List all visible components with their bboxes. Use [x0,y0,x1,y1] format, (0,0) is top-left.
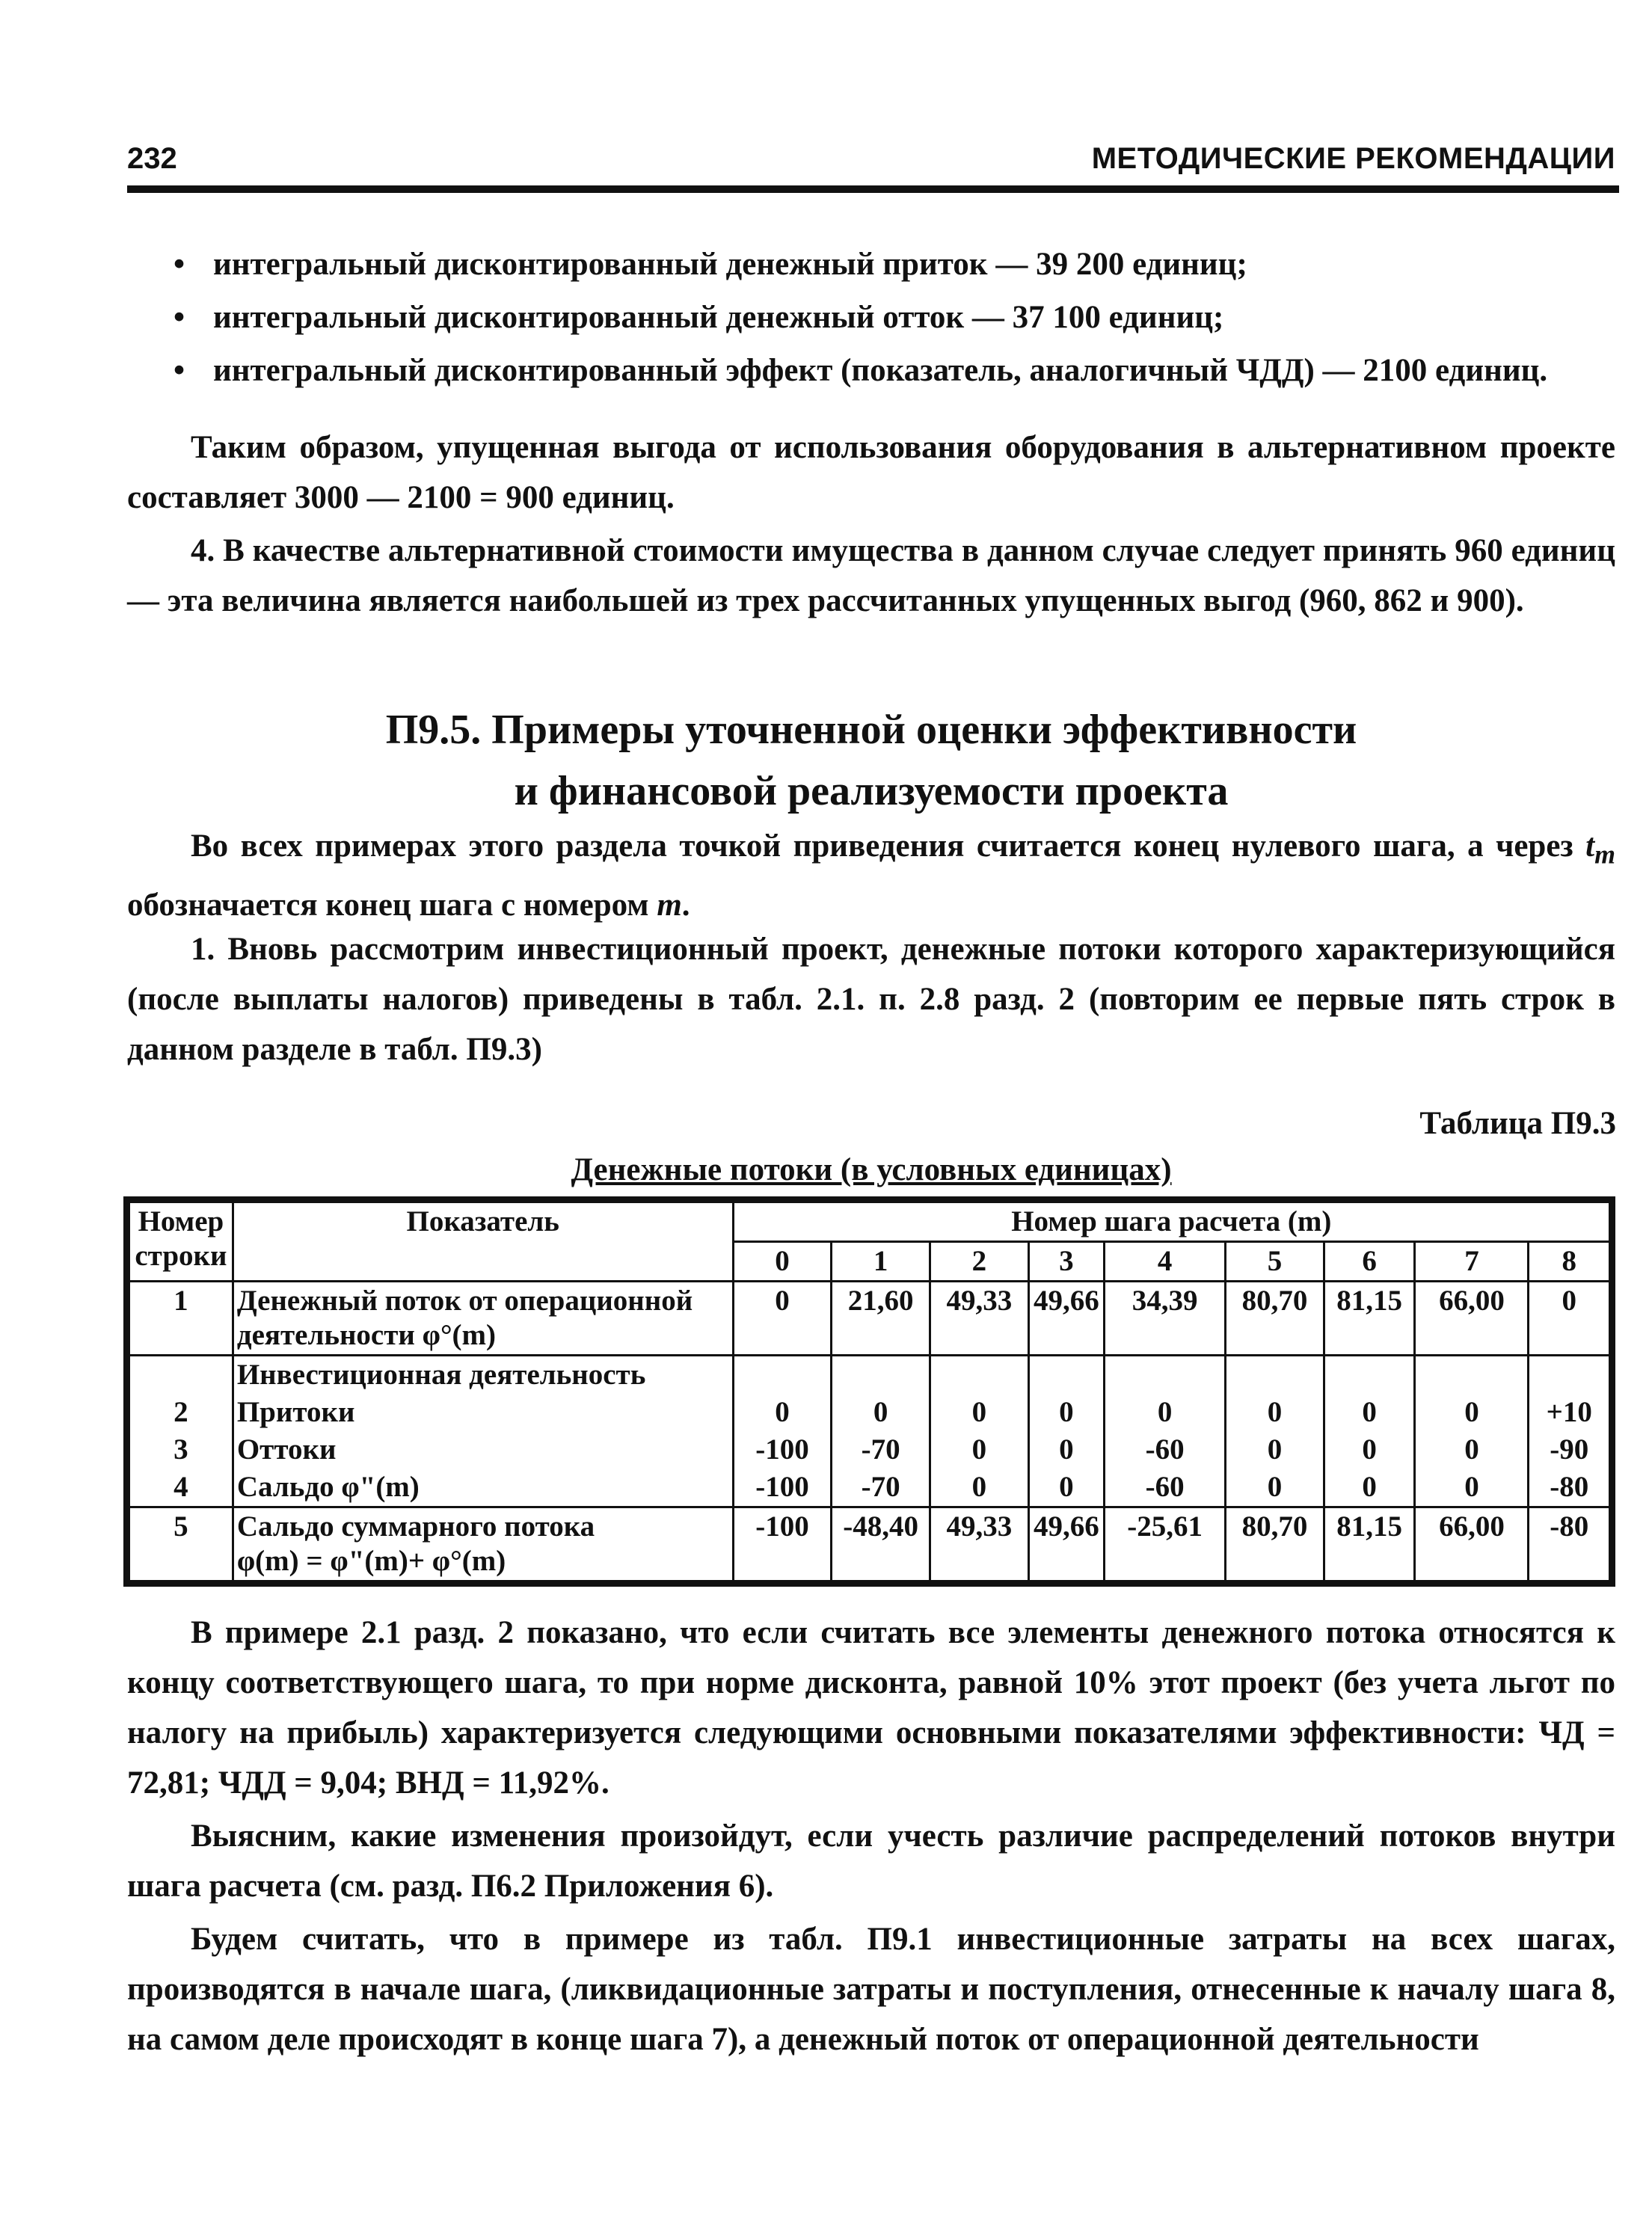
step-header: 0 [733,1242,832,1282]
table-row [127,1282,1612,1356]
row-label: Сальдо φ"(m) [233,1469,733,1507]
table-caption: Денежные потоки (в условных единицах) [571,1152,1172,1187]
paragraph: В примере 2.1 разд. 2 показано, что если считать все элементы денежного потока относятся к концу соответствующего шага, то при норме дисконта, равной 10% этот проект (без учета льгот по налогу на прибыль) характеризуется следующими основными показателями эффективности: ЧД = 72,81; ЧДД = 9,04; ВНД = 11,92%. [127,1615,1615,1801]
step-header: 2 [930,1242,1029,1282]
step-header: 5 [1226,1242,1324,1282]
row-number: 4 [127,1469,233,1507]
table-cell: 0 [1324,1431,1415,1469]
row-label: Притоки [233,1394,733,1431]
step-header: 6 [1324,1242,1415,1282]
step-header: 1 [832,1242,930,1282]
table-cell: 0 [1529,1282,1612,1356]
table-cell: -70 [832,1469,930,1507]
bullet-icon: • [174,247,185,282]
paragraph: Выясним, какие изменения произойдут, если учесть различие распределений потоков внутри шага расчета (см. разд. П6.2 Приложения 6). [127,1819,1615,1904]
table-cell: 0 [1105,1394,1226,1431]
table-cell: 80,70 [1226,1282,1324,1356]
bullet-item: • интегральный дисконтированный денежный приток — 39 200 единиц; [127,239,1615,289]
table-cell: 0 [930,1469,1029,1507]
table-row [127,1507,1612,1584]
column-header: Показатель [233,1200,733,1282]
table-cell: 49,33 [930,1507,1029,1584]
row-label: Оттоки [233,1431,733,1469]
table-cell: 81,15 [1324,1507,1415,1584]
table-cell: 21,60 [832,1282,930,1356]
table-row [127,1394,1612,1431]
bullet-icon: • [174,353,185,388]
table-cell: 34,39 [1105,1282,1226,1356]
table-header-row [127,1200,1612,1242]
table-cell: 49,33 [930,1282,1029,1356]
row-group-label: Инвестиционная деятельность [233,1356,733,1395]
table-cell: 0 [1324,1469,1415,1507]
table-row [127,1431,1612,1469]
table-row-group-heading [127,1356,1612,1395]
table-cell: 66,00 [1415,1282,1529,1356]
table-cell: 0 [1415,1469,1529,1507]
table-cell: 0 [1028,1394,1104,1431]
step-header: 8 [1529,1242,1612,1282]
page-number: 232 [127,142,177,175]
time-subscript: m [1594,839,1615,870]
table-cell: 0 [832,1394,930,1431]
table-cell: -80 [1529,1469,1612,1507]
table-cell: 66,00 [1415,1507,1529,1584]
row-number: 5 [127,1507,233,1584]
table-cell: 0 [1415,1431,1529,1469]
table-cell: 49,66 [1028,1507,1104,1584]
table-cell: 0 [1226,1431,1324,1469]
table-cell: -60 [1105,1431,1226,1469]
page-header [127,142,1615,194]
table-cell: -90 [1529,1431,1612,1469]
row-number: 3 [127,1431,233,1469]
table-cell: 81,15 [1324,1282,1415,1356]
section-heading-line: П9.5. Примеры уточненной оценки эффективности [385,707,1357,753]
step-header: 3 [1028,1242,1104,1282]
table-cell: -100 [733,1507,832,1584]
table-row [127,1469,1612,1507]
paragraph: Во всех примерах этого раздела точкой приведения считается конец нулевого шага, а через $t_m$ обозначается конец шага с номером m. [127,828,1615,923]
header-rule [127,185,1619,193]
table-cell: 0 [1324,1394,1415,1431]
table-cell: 0 [1028,1469,1104,1507]
cash-flow-table [123,1196,1615,1587]
bullet-item: • интегральный дисконтированный денежный отток — 37 100 единиц; [127,292,1615,342]
table-cell: -25,61 [1105,1507,1226,1584]
column-header: Номер шага расчета (m) [733,1200,1612,1242]
paragraph: 4. В качестве альтернативной стоимости имущества в данном случае следует принять 960 единиц — эта величина является наибольшей из трех рассчитанных упущенных выгод (960, 862 и 900). [127,533,1615,618]
section-heading-line: и финансовой реализуемости проекта [514,768,1229,814]
table-cell: -70 [832,1431,930,1469]
table-cell: 0 [930,1431,1029,1469]
table-cell: -60 [1105,1469,1226,1507]
table-cell: 80,70 [1226,1507,1324,1584]
time-symbol: t [1585,828,1595,864]
table-cell: -80 [1529,1507,1612,1584]
section-heading [127,699,1615,822]
running-title: МЕТОДИЧЕСКИЕ РЕКОМЕНДАЦИИ [1091,142,1615,175]
row-number: 1 [127,1282,233,1356]
table-cell: 0 [1415,1394,1529,1431]
table-cell: 0 [1028,1431,1104,1469]
table-cell: 0 [930,1394,1029,1431]
table-number: Таблица П9.3 [1419,1106,1616,1141]
table-cell: 0 [733,1282,832,1356]
paragraph: Таким образом, упущенная выгода от использования оборудования в альтернативном проекте составляет 3000 — 2100 = 900 единиц. [127,430,1615,515]
step-header: 4 [1105,1242,1226,1282]
bullet-list [127,239,1615,399]
column-header: Номер строки [127,1200,233,1282]
paragraph: 1. Вновь рассмотрим инвестиционный проект, денежные потоки которого характеризующийся (после выплаты налогов) приведены в табл. 2.1. п. 2.8 разд. 2 (повторим ее первые пять строк в данном разделе в табл. П9.3) [127,932,1615,1067]
table-cell: 0 [733,1394,832,1431]
row-label: Сальдо суммарного потока φ(m) = φ"(m)+ φ°(m) [233,1507,733,1584]
table-cell: 0 [1226,1469,1324,1507]
table-cell: -48,40 [832,1507,930,1584]
table-cell: +10 [1529,1394,1612,1431]
table-cell: 49,66 [1028,1282,1104,1356]
row-number: 2 [127,1394,233,1431]
step-header: 7 [1415,1242,1529,1282]
bullet-icon: • [174,300,185,335]
paragraph: Будем считать, что в примере из табл. П9.1 инвестиционные затраты на всех шагах, производятся в начале шага, (ликвидационные затраты и поступления, отнесенные к началу шага 8, на самом деле происходят в конце шага 7), а денежный поток от операционной деятельности [127,1922,1615,2057]
bullet-item: • интегральный дисконтированный эффект (показатель, аналогичный ЧДД) — 2100 единиц. [127,345,1615,396]
table-cell: -100 [733,1469,832,1507]
table-cell: 0 [1226,1394,1324,1431]
row-label: Денежный поток от операционной деятельности φ°(m) [233,1282,733,1356]
step-variable: m [657,887,682,923]
table-cell: -100 [733,1431,832,1469]
